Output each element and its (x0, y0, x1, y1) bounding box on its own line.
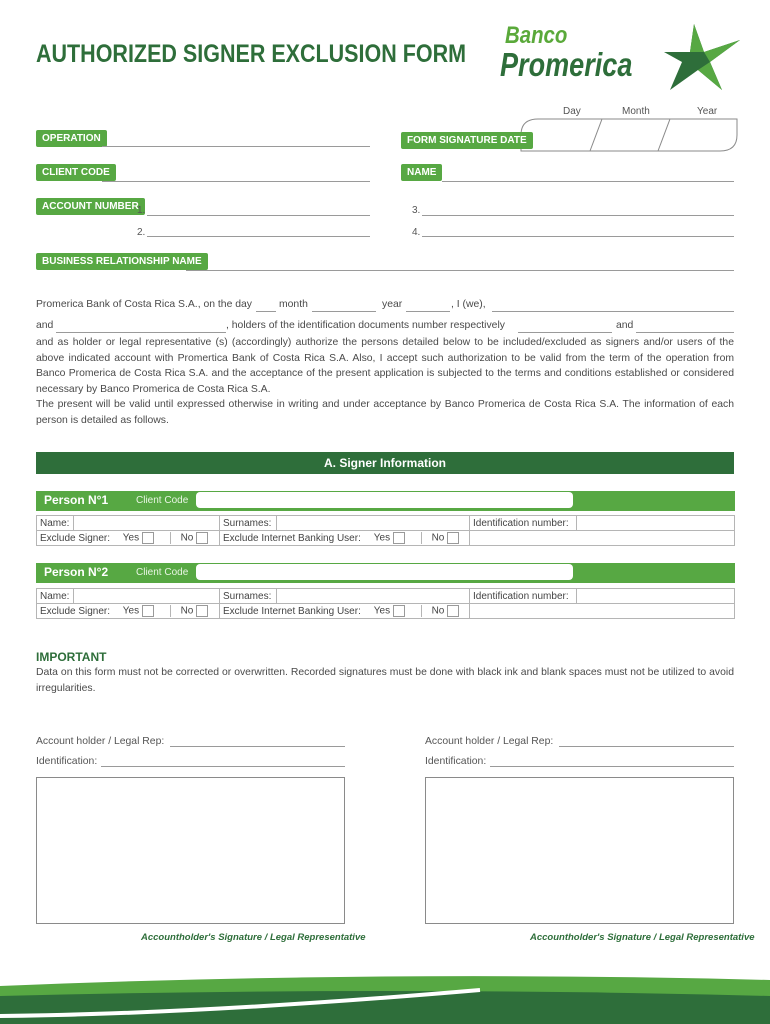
person-2-signer-no[interactable] (170, 605, 209, 617)
account-2-label: 2. (137, 227, 146, 238)
logo-promerica-text: Promerica (500, 46, 633, 83)
we-blank[interactable] (492, 311, 734, 312)
day-blank[interactable] (256, 311, 276, 312)
no-label: No (180, 532, 194, 544)
no-label: No (431, 532, 445, 544)
account-1-field[interactable] (147, 215, 370, 216)
checkbox-icon[interactable] (447, 532, 459, 544)
person-1-surnames-input[interactable] (277, 516, 470, 531)
checkbox-icon[interactable] (142, 605, 154, 617)
we-word: , I (we), (451, 299, 486, 310)
name-label: NAME (401, 164, 442, 181)
signature-box-left[interactable] (36, 777, 345, 924)
and-blank[interactable] (56, 332, 226, 333)
date-input-box[interactable] (520, 118, 738, 152)
business-relationship-field[interactable] (186, 270, 734, 271)
person-1-name-input[interactable] (74, 516, 220, 531)
person-2-grid (36, 588, 735, 619)
person-2-name-input[interactable] (74, 589, 220, 604)
form-title: AUTHORIZED SIGNER EXCLUSION FORM (36, 40, 467, 68)
person-2-signer-yes[interactable] (123, 605, 167, 617)
month-word: month (279, 299, 308, 310)
holders-text: , holders of the identification documents number respectively (226, 320, 505, 331)
footer-swoosh (0, 970, 770, 1024)
and-word-2: and (616, 320, 634, 331)
identification-field-right[interactable] (490, 766, 734, 767)
client-code-field[interactable] (102, 181, 370, 182)
exclude-signer-label: Exclude Signer: (40, 532, 111, 544)
yes-label: Yes (122, 605, 140, 617)
identification-label-right: Identification: (425, 756, 487, 767)
exclude-internet-label: Exclude Internet Banking User: (223, 532, 361, 544)
name-field[interactable] (442, 181, 734, 182)
holder-label-right: Account holder / Legal Rep: (425, 736, 554, 747)
year-blank[interactable] (406, 311, 450, 312)
checkbox-icon[interactable] (196, 605, 208, 617)
operation-field[interactable] (102, 146, 370, 147)
exclude-signer-label: Exclude Signer: (40, 605, 111, 617)
declaration-line-1 (36, 299, 734, 310)
account-4-label: 4. (412, 227, 421, 238)
signature-caption-left: Accountholder's Signature / Legal Representative (141, 932, 366, 943)
checkbox-icon[interactable] (393, 532, 405, 544)
checkbox-icon[interactable] (142, 532, 154, 544)
person-2-client-code-input[interactable] (196, 564, 573, 580)
person-1-title: Person N°1 (44, 493, 109, 507)
person-1-client-code-label: Client Code (136, 495, 189, 506)
account-3-field[interactable] (422, 215, 734, 216)
person-1-internet-yes[interactable] (374, 532, 418, 544)
surnames-label: Surnames: (220, 589, 277, 604)
yes-label: Yes (373, 532, 391, 544)
person-2-internet-no[interactable] (421, 605, 460, 617)
year-word: year (382, 299, 403, 310)
person-1-identification-input[interactable] (577, 516, 735, 531)
month-blank[interactable] (312, 311, 376, 312)
exclude-internet-label: Exclude Internet Banking User: (223, 605, 361, 617)
person-2-bar (36, 563, 735, 583)
form-signature-date-label: FORM SIGNATURE DATE (401, 132, 533, 149)
person-2-surnames-input[interactable] (277, 589, 470, 604)
declaration-prefix: Promerica Bank of Costa Rica S.A., on the day (36, 299, 252, 310)
date-year-label: Year (697, 106, 718, 117)
account-1-label: 1. (137, 205, 146, 216)
account-3-label: 3. (412, 205, 421, 216)
declaration-line-2 (36, 320, 734, 331)
account-number-label: ACCOUNT NUMBER (36, 198, 145, 215)
name-label: Name: (37, 589, 74, 604)
star-logo-icon (664, 22, 742, 94)
holder-field-left[interactable] (170, 746, 345, 747)
date-month-label: Month (622, 106, 650, 117)
declaration-body: and as holder or legal representative (s) (accordingly) authorize the persons detailed below to be included/excluded as signers and/or users of the above indicated account with Promertica Bank of Costa Rica S.A. Also, I accept such authorization to be valid from the term of the operation from Banco Promerica de Costa Rica S.A. and the acceptance of the present application is subjected to the terms and conditions established or considered necessary by Banco Promerica de Costa Rica S.A. (36, 337, 734, 395)
important-title: IMPORTANT (36, 650, 107, 664)
identification-label-left: Identification: (36, 756, 98, 767)
identification-field-left[interactable] (101, 766, 345, 767)
yes-label: Yes (122, 532, 140, 544)
identification-label: Identification number: (470, 516, 577, 531)
date-day-label: Day (563, 106, 581, 117)
person-1-client-code-input[interactable] (196, 492, 573, 508)
no-label: No (180, 605, 194, 617)
person-1-signer-no[interactable] (170, 532, 209, 544)
surnames-label: Surnames: (220, 516, 277, 531)
person-2-identification-input[interactable] (577, 589, 735, 604)
signature-box-right[interactable] (425, 777, 734, 924)
checkbox-icon[interactable] (196, 532, 208, 544)
name-label: Name: (37, 516, 74, 531)
and-word: and (36, 320, 54, 331)
holder-label-left: Account holder / Legal Rep: (36, 736, 165, 747)
declaration-body-2: The present will be valid until expressed otherwise in writing and under acceptance by Banco Promerica de Costa Rica S.A. The information of each person is detailed as follows. (36, 399, 734, 426)
id-blank-1[interactable] (518, 332, 612, 333)
identification-label: Identification number: (470, 589, 577, 604)
important-text: Data on this form must not be corrected or overwritten. Recorded signatures must be done with black ink and blank spaces must not be utilized to avoid irregularities. (36, 667, 734, 694)
person-1-internet-no[interactable] (421, 532, 460, 544)
holder-field-right[interactable] (559, 746, 734, 747)
checkbox-icon[interactable] (447, 605, 459, 617)
signature-caption-right: Accountholder's Signature / Legal Representative (530, 932, 755, 943)
yes-label: Yes (373, 605, 391, 617)
section-a-header: A. Signer Information (36, 452, 734, 474)
id-blank-2[interactable] (636, 332, 734, 333)
person-1-signer-yes[interactable] (123, 532, 167, 544)
client-code-label: CLIENT CODE (36, 164, 116, 181)
person-1-grid (36, 515, 735, 546)
person-2-title: Person N°2 (44, 565, 109, 579)
person-2-client-code-label: Client Code (136, 567, 189, 578)
person-2-internet-yes[interactable] (374, 605, 418, 617)
checkbox-icon[interactable] (393, 605, 405, 617)
account-4-field[interactable] (422, 236, 734, 237)
logo-banco-text: Banco (505, 22, 568, 49)
person-1-bar (36, 491, 735, 511)
account-2-field[interactable] (147, 236, 370, 237)
operation-label: OPERATION (36, 130, 107, 147)
business-relationship-label: BUSINESS RELATIONSHIP NAME (36, 253, 208, 270)
no-label: No (431, 605, 445, 617)
